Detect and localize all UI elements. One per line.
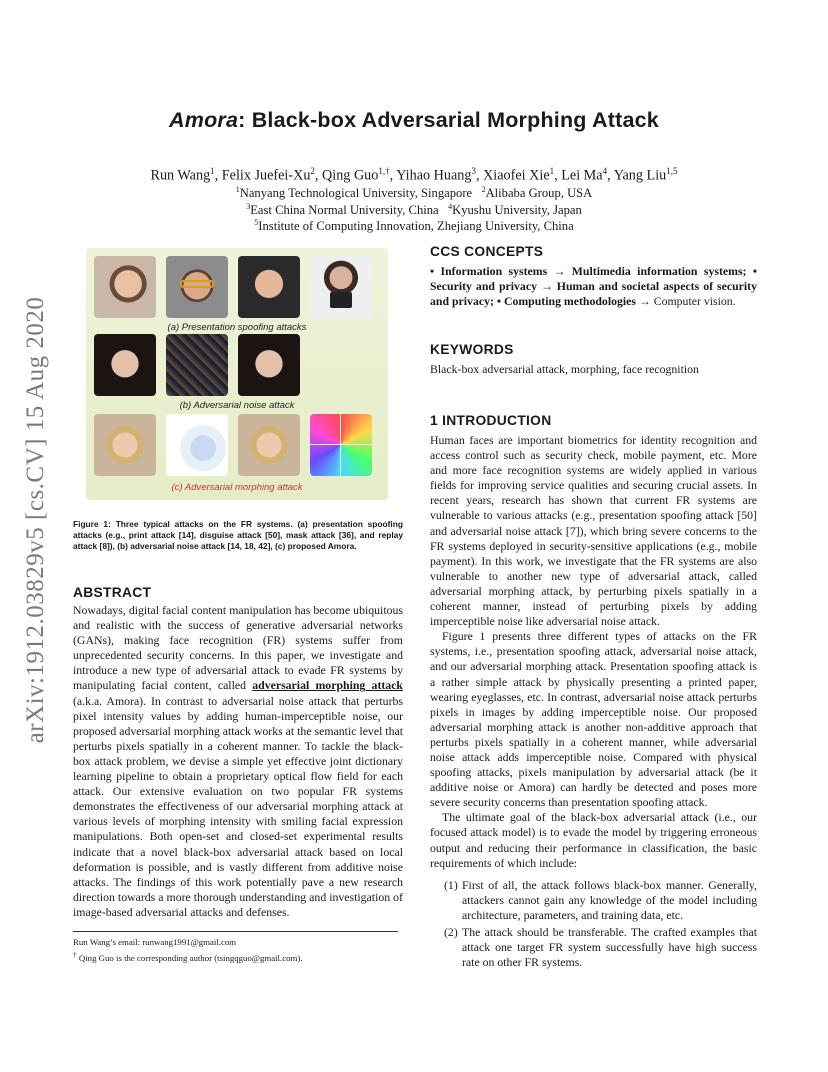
author-separator: ,: [389, 167, 397, 184]
figure-subcaption-b: (b) Adversarial noise attack: [179, 400, 295, 411]
ccs-body: [430, 264, 757, 309]
abstract-text-a: Nowadays, digital facial content manipulation has become ubiquitous and realistic with the success of generative adversarial networks (GANs), making face recognition (FR) systems suffer from unprecedented security concerns. In this paper, we investigate and introduce a new type of adversarial attack to evade FR systems by manipulating facial content, called: [73, 603, 403, 693]
intro-paragraph-3: The ultimate goal of the black-box adversarial attack (i.e., our focused attack model) is to evade the model by triggering erroneous output and reducing their performance in classification, the basic requirements of which include:: [430, 810, 757, 870]
affiliation-line-2: [0, 202, 828, 218]
author-name: Yang Liu: [613, 167, 667, 184]
list-item: [430, 878, 757, 923]
title-italic: Amora: [169, 108, 239, 132]
footnote-rule: [73, 931, 398, 932]
face-photo-disguise-attack: [166, 256, 228, 318]
face-photo-print-attack: [94, 256, 156, 318]
eyeglasses-shape: [180, 280, 214, 288]
flow-color-wheel: [310, 414, 372, 476]
author-name: Xiaofei Xie: [483, 167, 550, 184]
author-separator: ,: [554, 167, 562, 184]
author-affil-sup: 2: [310, 166, 315, 176]
affil-sup: 5: [254, 218, 259, 227]
intro-heading: 1 INTRODUCTION: [430, 413, 552, 428]
affil-text: Alibaba Group, USA: [485, 186, 593, 201]
title-rest: : Black-box Adversarial Morphing Attack: [238, 108, 659, 132]
figure-subcaption-a: (a) Presentation spoofing attacks: [167, 322, 307, 333]
footnote-2-text: Qing Guo is the corresponding author (tsingqguo@gmail.com).: [78, 952, 303, 963]
optical-flow-field: [166, 414, 228, 476]
ccs-concept-1: • Information systems → Multimedia information systems: [430, 264, 743, 278]
ccs-concept-4: Computer vision.: [650, 294, 736, 309]
face-photo-blonde-morphed: [238, 414, 300, 476]
abstract-heading: ABSTRACT: [73, 585, 152, 600]
ccs-concept-2: ; • Security and privacy → Human and societal aspects of security and privacy: [430, 264, 757, 309]
author-name: Run Wang: [150, 167, 211, 184]
author-separator: ,: [607, 167, 614, 184]
affil-sup: 4: [448, 202, 453, 211]
list-item: [430, 925, 757, 970]
author-affil-sup: 1: [210, 166, 215, 176]
author-name: Qing Guo: [322, 167, 379, 184]
abstract-body: [73, 603, 403, 920]
author-name: Lei Ma: [561, 167, 603, 184]
list-text: First of all, the attack follows black-box manner. Generally, attackers cannot gain any knowledge of the model including architecture, parameters, and training data, etc.: [462, 877, 757, 922]
intro-body: [430, 433, 757, 970]
figure-subcaption-c: (c) Adversarial morphing attack: [171, 482, 303, 493]
arxiv-watermark: [12, 280, 60, 760]
author-affil-sup: 1: [549, 166, 555, 176]
affil-text: Nanyang Technological University, Singapore: [239, 186, 473, 201]
wheel-axis-v: [340, 414, 341, 476]
ccs-concept-3: ; • Computing methodologies →: [489, 294, 651, 309]
list-number: (2): [444, 925, 458, 939]
list-number: (1): [444, 877, 458, 892]
face-photo-noised: [238, 334, 300, 396]
abstract-bold-term: adversarial morphing attack: [252, 678, 403, 693]
phone-shape: [330, 292, 352, 308]
intro-paragraph-1: Human faces are important biometrics for identity recognition and access control such as security check, mobile payment, etc. More and more face recognition systems are widely applied in various fields for improving service qualities and securing crucial assets. In recent years, research has shown that current FR systems are vulnerable to various attacks (e.g., presentation spoofing attack [50] and adversarial noise attack [7]), which bring severe concerns to the FR systems deployed in security-sensitive applications (e.g., mobile payment). In this work, we investigate that the FR systems are also vulnerable to another new type of adversarial attack, called adversarial morphing attack, by perturbing pixels spatially in a coherent manner, instead of perturbing pixels by adding imperceptible noise like adversarial noise attack.: [430, 433, 757, 629]
footnote-symbol: †: [73, 950, 77, 959]
affil-sup: 2: [481, 185, 486, 194]
face-photo-blonde-original: [94, 414, 156, 476]
affiliation-line-3: [0, 218, 828, 234]
author-separator: ,: [214, 167, 222, 184]
footnote-1: Run Wang’s email: runwang1991@gmail.com: [73, 937, 237, 947]
affil-sup: 1: [235, 185, 240, 194]
author-affil-sup: 3: [471, 166, 476, 176]
face-photo-replay-attack: [310, 256, 372, 318]
author-separator: ,: [314, 167, 323, 184]
intro-paragraph-2: Figure 1 presents three different types of attacks on the FR systems, i.e., presentation spoofing attack, adversarial noise attack, and our adversarial morphing attack. Presentation spoofing attack is a rather simple attack by physically presenting a printed paper, wearing eyeglasses, etc. In contrast, adversarial noise attack perturbs pixels in images by adding imperceptible noise. Our proposed adversarial morphing attack is another non-additive approach that perturbs pixels spatially in a coherent manner, while adversarial noise attack adds imperceptible noise. Compared with physical spoofing attacks, pixels manipulation by adversarial attack (be it additive noise or Amora) can hardly be detected and poses more severe security concerns than presentation spoofing attack.: [430, 629, 757, 810]
keywords-heading: KEYWORDS: [430, 342, 514, 357]
face-photo-mask-attack: [238, 256, 300, 318]
noise-pattern: [166, 334, 228, 396]
keywords-text: Black-box adversarial attack, morphing, face recognition: [430, 362, 699, 376]
author-affil-sup: 4: [602, 166, 608, 176]
wheel-axis-h: [310, 444, 372, 445]
footnote-2: [73, 949, 403, 964]
arxiv-watermark-text: arXiv:1912.03829v5 [cs.CV] 15 Aug 2020: [22, 296, 49, 744]
face-photo-original: [94, 334, 156, 396]
affiliation-line-1: [0, 185, 828, 201]
figure-1-caption: Figure 1: Three typical attacks on the FR systems. (a) presentation spoofing attacks (e.g., print attack [14], disguise attack [50], mask attack [36], and replay attack [8]), (b) adversarial noise attack [14, 18, 42], (c) proposed Amora.: [73, 519, 403, 551]
ccs-heading: CCS CONCEPTS: [430, 244, 544, 259]
figure-1: [86, 248, 388, 500]
author-name: Felix Juefei-Xu: [221, 167, 311, 184]
paper-title: [0, 108, 828, 133]
author-affil-sup: 1,†: [378, 166, 390, 176]
list-text: The attack should be transferable. The crafted examples that attack one target FR system successfully have high success rate on other FR systems.: [462, 925, 757, 970]
author-name: Yihao Huang: [396, 167, 472, 184]
author-affil-sup: 1,5: [666, 166, 678, 176]
affil-text: East China Normal University, China: [250, 203, 439, 218]
author-separator: ,: [475, 167, 484, 184]
affil-text: Kyushu University, Japan: [452, 203, 582, 218]
affil-sup: 3: [246, 202, 251, 211]
abstract-text-b: (a.k.a. Amora). In contrast to adversarial noise attack that perturbs pixel intensity values by adding human-imperceptible noise, our proposed adversarial morphing attack works at the semantic level that perturbs pixels spatially in a coherent manner. To tackle the black-box attack problem, we devise a simple yet effective joint dictionary learning pipeline to obtain a proprietary optical flow field for each attack. Our extensive evaluation on two popular FR systems demonstrates the effectiveness of our adversarial morphing attack at various levels of morphing intensity with smiling facial expression manipulations. Both open-set and closed-set experimental results indicate that a novel black-box adversarial attack based on local deformation is possible, and is vastly different from additive noise attacks. The findings of this work potentially pave a new research direction towards a more thorough understanding and investigation of image-based adversarial attacks and defenses.: [73, 693, 403, 919]
affil-text: Institute of Computing Innovation, Zhejiang University, China: [258, 219, 574, 234]
author-list: [0, 166, 828, 185]
